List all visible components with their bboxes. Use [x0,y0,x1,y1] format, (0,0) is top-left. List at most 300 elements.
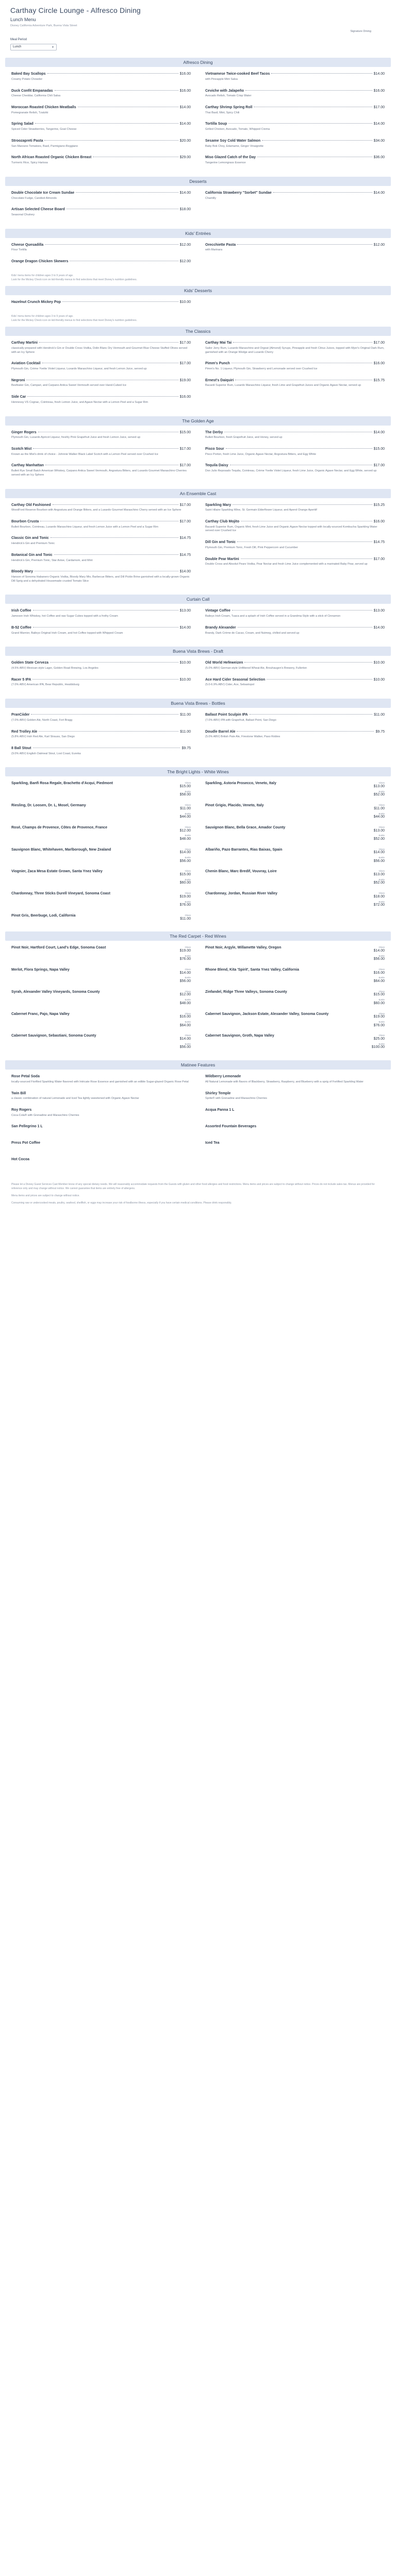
menu-item-description: (7.0% ABV) American IPA, Bear Republic, Healdsburg [11,683,79,687]
menu-item-row [11,464,191,468]
wine-size-price: $15.00 [373,993,385,997]
menu-item-description: with Marinara [205,248,223,252]
wine-size-price: $76.00 [179,903,191,907]
wine-size-label: Glass [378,892,385,895]
wine-size-label: Glass [185,848,191,851]
wine-item [205,804,385,821]
menu-item [205,72,385,81]
menu-item-name: Carthay Manhattan [11,464,44,468]
menu-item-description: (7.0% ABV) IPA with Grapefruit, Ballast Point, San Diego [205,718,276,722]
wine-size-price: $76.00 [179,957,191,961]
wine-item-name-wrap [205,892,374,909]
menu-item [205,156,385,165]
menu-sections [0,58,396,1174]
dotted-leader [51,537,178,538]
wine-item-name-wrap [205,848,374,865]
signature-dining-link[interactable]: Signature Dining [350,30,371,33]
wine-size-price: $14.00 [179,971,191,975]
menu-item-description: Don Julio Reposado Tequila, Cointreau, Crème Yvette Violet Liqueur, fresh Lime Juice, Organic Agave Nectar, and Egg White, served up [205,469,377,473]
menu-item-description: Pimm's No. 1 Liqueur, Plymouth Gin, Strawberry and Lemonade served over Crushed Ice [205,367,318,370]
wine-size-label: Glass [378,848,385,851]
menu-item-name: Carthay Old Fashioned [11,503,51,507]
menu-item-price: $11.00 [180,713,191,717]
wine-item-name: Sauvignon Blanc, Bella Grace, Amador County [205,825,286,829]
wine-item-name-wrap [11,782,180,799]
wine-size-label: Bottle [378,834,385,837]
wine-item-name-wrap [205,870,374,887]
menu-item-row [205,379,385,383]
menu-item [205,678,385,687]
wine-size-price: $14.00 [179,1037,191,1041]
section-column-left [11,431,198,485]
menu-item [205,1092,385,1101]
section-column-right [198,782,385,927]
wine-size-price: $11.00 [180,806,191,810]
dotted-leader [233,504,372,505]
section-column-left [11,713,198,763]
menu-section [5,229,391,282]
menu-item [11,1141,191,1150]
menu-item-description: San Marzano Tomatoes, Basil, Parmigiano-Reggiano [11,144,78,148]
menu-item [11,431,191,440]
wine-item-name-wrap [11,826,180,843]
menu-item [205,89,385,98]
menu-item-price: $16.00 [373,519,385,523]
menu-item-name: Red Trolley Ale [11,730,38,734]
dotted-leader [31,714,178,715]
wine-price-block [180,1012,191,1029]
menu-item-row [11,1158,191,1162]
wine-price-block [180,990,191,1007]
menu-item-description: Flour Tortilla [11,248,27,252]
menu-item-price: $14.00 [373,191,385,195]
menu-item [205,447,385,456]
menu-item-row [205,243,385,248]
wine-size-label: Glass [185,782,191,785]
menu-item-price: $14.75 [179,536,191,540]
wine-price-block [374,946,385,963]
wine-size-label: Glass [378,782,385,785]
menu-item [205,609,385,618]
wine-size-label: Bottle [185,976,191,979]
page-title: Carthay Circle Lounge - Alfresco Dining [10,6,141,14]
section-column-right [198,713,385,763]
wine-item-name: Rosé, Champs de Provence, Côtes de Provence, France [11,825,107,829]
section-column-right [198,191,385,225]
wine-size-price: $25.00 [373,1037,385,1041]
wine-item [11,848,191,865]
section-column-right [198,341,385,412]
menu-item-row [205,713,385,718]
dotted-leader [237,244,372,245]
wine-size-price: $14.00 [373,851,385,855]
wine-size-price: $64.00 [373,979,385,984]
section-header: Kids' Desserts [5,286,391,295]
menu-item-description: (5.0-6.9% ABV) Cider, Ace, Sebastopol [205,683,255,687]
wine-item-row [11,968,191,985]
wine-item-name-wrap [11,870,180,887]
menu-item-row [205,89,385,94]
menu-item-description: Cheese Cheddar, California Chili Salsa [11,94,61,98]
menu-item-row [11,730,191,735]
wine-size-label: Glass [378,825,385,828]
section-column-right [198,300,385,317]
menu-item [11,503,191,513]
wine-item [205,870,385,887]
menu-item-row [205,464,385,468]
menu-item-name: Ginger Rogers [11,430,37,434]
menu-item [205,431,385,440]
wine-item [11,782,191,799]
menu-item [11,520,191,529]
menu-item-name: Hot Cocoa [11,1158,29,1162]
menu-item-name: Assorted Fountain Beverages [205,1124,257,1128]
menu-item [11,1108,191,1117]
menu-item-row [205,139,385,144]
menu-item-name: Double Pear Martini [205,557,239,561]
wine-size-price: $48.00 [179,837,191,841]
menu-item-row [205,626,385,631]
menu-item-row [205,156,385,160]
wine-item [205,946,385,963]
wine-price-block [372,1034,385,1051]
menu-item-name: Brandy Alexander [205,625,236,630]
wine-size-price: $72.00 [373,903,385,907]
menu-item-row [205,431,385,435]
menu-item [205,362,385,371]
wine-price-block [374,826,385,843]
menu-item-description: (5.8% ABV) Irish Red Ale, Karl Strauss, San Diego [11,735,75,739]
wine-size-label: Bottle [185,812,191,815]
wine-size-price: $15.00 [179,873,191,877]
wine-item-name-wrap [205,990,374,1007]
section-header: Buena Vista Brews - Bottles [5,699,391,708]
menu-item [11,300,191,310]
menu-item [205,106,385,115]
menu-item-name: Vietnamese Twice-cooked Beef Tacos [205,72,270,76]
wine-item-row [11,946,191,963]
wine-size-price: $19.00 [373,1015,385,1019]
dotted-leader [39,342,178,343]
menu-item-row [11,747,191,751]
menu-item [205,1125,385,1134]
wine-size-price: $52.00 [373,793,385,797]
menu-item [205,243,385,252]
menu-item-price: $19.00 [179,378,191,382]
menu-item-description: Grand Marnier, Baileys Original Irish Cream, and hot Coffee topped with Whipped Cream [11,631,123,635]
dotted-leader [244,662,372,663]
section-column-left [11,243,198,276]
menu-item [11,570,191,583]
menu-item-description: Tangerine Lemongrass Essence [205,161,246,165]
wine-item-name-wrap [11,968,180,985]
section-header: The Classics [5,327,391,336]
wine-size-price: $16.00 [373,971,385,975]
menu-item [11,730,191,739]
menu-item-description: a classic combination of natural Lemonade and Iced Tea lightly sweetened with Organic Agave Nectar [11,1097,139,1100]
menu-item-price: $17.00 [373,464,385,468]
menu-item-description: Plymouth Gin, Crème Yvette Violet Liqueur, Luxardo Maraschino Liqueur, and fresh Lemon Juice, served up [11,367,147,370]
dotted-leader [228,123,372,124]
menu-item [11,191,191,200]
menu-location: Disney California Adventure Park, Buena Vista Street [10,24,77,27]
menu-item-name: Ace Hard Cider Seasonal Selection [205,677,266,682]
section-grid [5,503,391,591]
menu-item-name: Golden State Cerveza [11,661,48,665]
wine-size-price: $52.00 [373,837,385,841]
menu-item [11,678,191,687]
wine-item-row [11,870,191,887]
wine-size-price: $76.00 [373,1023,385,1027]
menu-item [205,341,385,354]
wine-size-price: $14.00 [373,948,385,953]
menu-item-name: Press Pot Coffee [11,1141,41,1145]
section-column-right [198,1075,385,1174]
wine-size-label: Bottle [185,1042,191,1045]
wine-size-label: Bottle [378,998,385,1002]
section-column-left [11,191,198,225]
menu-item-price: $11.00 [374,713,385,717]
wine-size-price: $18.00 [373,894,385,899]
wine-size-price: $44.00 [373,815,385,819]
wine-item-name: Sparkling, Banfi Rosa Regale, Brachetto d'Acqui, Piedmont [11,782,113,786]
menu-item-row [11,1092,191,1096]
wine-size-label: Glass [378,968,385,971]
dotted-leader [45,244,178,245]
menu-item-price: $9.75 [182,747,191,750]
wine-price-block [374,1012,385,1029]
section-header: An Ensemble Cast [5,489,391,498]
menu-item-description: (4.5% ABV) Mexican-style Lager, Golden Road Brewing, Los Angeles [11,667,98,670]
meal-period-select[interactable] [10,44,57,50]
menu-item-name: Ballast Point Sculpin IPA [205,713,248,717]
menu-item [11,1092,191,1101]
dotted-leader [237,731,374,732]
menu-item-price: $16.00 [179,89,191,93]
wine-item-name-wrap [205,968,374,985]
section-header: The Bright Lights - White Wines [5,767,391,776]
menu-section [5,767,391,927]
wine-price-block [180,826,191,843]
section-column-right [198,243,385,276]
wine-size-price: $56.00 [179,1045,191,1049]
menu-item-price: $15.25 [373,503,385,507]
section-column-left [11,503,198,591]
menu-item-row [11,208,191,212]
menu-item-price: $15.00 [373,447,385,451]
menu-item-row [11,570,191,574]
section-grid [5,243,391,276]
menu-item-price: $13.00 [373,609,385,613]
menu-item-price: $9.75 [375,730,385,734]
menu-item-description: locally-sourced Fiorfiled Sparkling Water flavored with Intricate Rose Essence and garnished with an edible Sugar-glazed Organic Rose Petal [11,1080,189,1083]
menu-item-description: Plymouth Gin, Premium Tonic, Fresh Dill, Pink Peppercorn and Cucumber [205,546,298,549]
wine-item [11,914,191,922]
dotted-leader [233,342,372,343]
wine-price-block [180,804,191,821]
menu-item [11,464,191,477]
menu-item-row [205,730,385,735]
menu-item-row [11,1141,191,1146]
menu-item-name: Doudle Barrel Ale [205,730,236,734]
wine-item [11,892,191,909]
menu-item [205,503,385,513]
menu-section [5,647,391,694]
menu-item-row [205,122,385,127]
wine-item-row [205,892,385,909]
menu-item-price: $17.00 [179,519,191,523]
menu-item-price: $13.00 [179,609,191,613]
wine-size-label: Bottle [185,1020,191,1023]
wine-size-label: Glass [185,825,191,828]
dotted-leader [232,610,372,611]
dotted-leader [262,140,372,141]
menu-item-row [205,341,385,346]
menu-item-description: Thai Basil, Mint, Spicy Chili [205,111,240,114]
menu-item [205,520,385,533]
dotted-leader [238,627,372,628]
dotted-leader [33,448,178,449]
wine-item [11,870,191,887]
wine-size-price: $48.00 [179,1001,191,1005]
menu-item-row [11,447,191,452]
menu-item-name: Carthay Martini [11,341,38,345]
menu-item-price: $11.00 [180,730,191,734]
wine-item-name: Chardonnay, Three Sticks Durell Vineyard, Sonoma Coast [11,892,110,896]
menu-item [11,1075,191,1084]
wine-item [11,968,191,985]
menu-item-description: Spiced Cider Strawberries, Tangerine, Goat Cheese [11,128,77,131]
menu-item [11,89,191,98]
menu-item-row [11,122,191,127]
menu-item-description: Bulleit Bourbon, fresh Grapefruit Juice, and Honey, served up [205,436,283,439]
menu-item [11,1125,191,1134]
menu-item-row [11,503,191,508]
menu-item-row [205,72,385,77]
menu-item [205,626,385,635]
menu-item-row [11,300,191,305]
wine-item [205,968,385,985]
menu-item [205,379,385,388]
menu-item-name: Old World Hefeweizen [205,661,243,665]
menu-item [205,540,385,550]
menu-item-row [11,1075,191,1079]
wine-item [11,946,191,963]
menu-item-name: Acqua Panna 1 L [205,1108,235,1112]
wine-price-block [374,848,385,865]
menu-item-row [11,341,191,346]
wine-size-price: $52.00 [373,881,385,885]
menu-item-row [11,395,191,400]
menu-item-price: $14.00 [373,430,385,434]
wine-price-block [180,946,191,963]
menu-item-row [205,540,385,545]
section-grid [5,1075,391,1174]
wine-size-price: $11.00 [374,806,385,810]
section-grid [5,191,391,225]
menu-item [205,713,385,722]
wine-item-row [205,946,385,963]
menu-item-description: Hanson of Sonoma Habanero Organic Vodka, Bloody Mary Mix, Barbecue Bitters, and Dill Pickle Brine garnished with a locally-grown Organic Dill Sprig and a dehydrated Housemade crusted Tomato Slice [11,575,190,583]
menu-item-price: $14.00 [179,191,191,195]
wine-size-label: Glass [185,1034,191,1037]
menu-item [11,379,191,388]
wine-item-row [205,1012,385,1029]
menu-item [11,395,191,404]
menu-item-row [11,362,191,366]
menu-item-name: Orange Dragon Chicken Skewers [11,260,69,264]
section-column-left [11,946,198,1056]
menu-item-description: Sprite® with Grenadine and Maraschino Cherries [205,1097,267,1100]
menu-item-description: Beefeater Gin, Campari, and Carpano Antica Sweet Vermouth served over Hand-Cubed Ice [11,384,126,387]
wine-size-label: Glass [185,1012,191,1015]
section-grid [5,661,391,694]
menu-section [5,489,391,591]
menu-item-row [205,1141,385,1146]
menu-item-description: (9.0% ABV) English Oatmeal Stout, Lost Coast, Eureka [11,752,81,755]
section-grid [5,609,391,642]
menu-item-row [11,713,191,718]
wine-size-price: $14.00 [179,851,191,855]
meal-period-control [0,31,396,54]
wine-item-row [205,848,385,865]
wine-size-price: $16.00 [179,1015,191,1019]
menu-item-name: Classic Gin and Tonic [11,536,49,540]
dotted-leader [50,662,178,663]
dotted-leader [33,627,178,628]
chevron-down-icon: ▼ [52,45,54,49]
menu-item-row [205,678,385,683]
section-note: Kids' menu items for children ages 3 to 9 years of age. Look for the Mickey Check icon on kid-friendly menus to find selections that meet Disney's nutrition guidelines. [11,315,137,322]
wine-size-label: Glass [378,870,385,873]
wine-item-row [11,990,191,1007]
wine-item [205,848,385,865]
wine-price-block [374,990,385,1007]
menu-item-name: Stroozapreti Pasta [11,139,43,143]
menu-item-price: $17.00 [179,464,191,468]
wine-size-label: Bottle [185,834,191,837]
menu-item-description: Avocado Relish, Tomato Crisp Water [205,94,252,98]
menu-item-price: $14.00 [373,72,385,76]
wine-size-label: Bottle [378,954,385,957]
menu-item-row [205,1108,385,1113]
meal-period-value: Lunch [13,45,22,48]
menu-item-name: Carthay Mai Tai [205,341,232,345]
menu-item-price: $14.00 [179,106,191,109]
wine-size-label: Glass [185,804,191,807]
wine-size-price: $11.00 [180,917,191,921]
menu-item [11,72,191,81]
menu-item-row [11,553,191,558]
menu-page [0,0,396,1229]
menu-item-description: Bulleit Bourbon, Cointreau, Luxardo Maraschino Liqueur, and fresh Lemon Juice with a Lemon Peel and a Sugar Rim [11,525,158,529]
menu-item-description: Pisco Porton, fresh Lime Juice, Organic Agave Nectar, Angostura Bitters, and Egg White [205,452,316,456]
menu-item-description: Bulleit Rye Small Batch American Whiskey, Carpano Antica Sweet Vermouth, Angostura Bitters, and Luxardo Gourmet Maraschino Cherries served with an Icy Sphere [11,469,187,477]
menu-item-name: Tequila Daisy [205,464,228,468]
menu-item-price: $34.00 [373,139,385,143]
menu-item-name: B-52 Coffee [11,625,31,630]
wine-item [11,1034,191,1051]
menu-item-name: San Pellegrino 1 L [11,1125,43,1129]
menu-item-row [205,520,385,524]
wine-item-name: Cabernet Franc, Pajo, Napa Valley [11,1012,70,1016]
menu-item-price: $17.00 [373,557,385,561]
menu-item-description: Coca-Cola® with Grenadine and Maraschino Cherries [11,1113,79,1117]
wine-item-name-wrap [11,1034,180,1051]
section-column-left [11,661,198,694]
wine-size-label: Bottle [185,878,191,881]
menu-item-name: Pimm's Punch [205,362,230,366]
